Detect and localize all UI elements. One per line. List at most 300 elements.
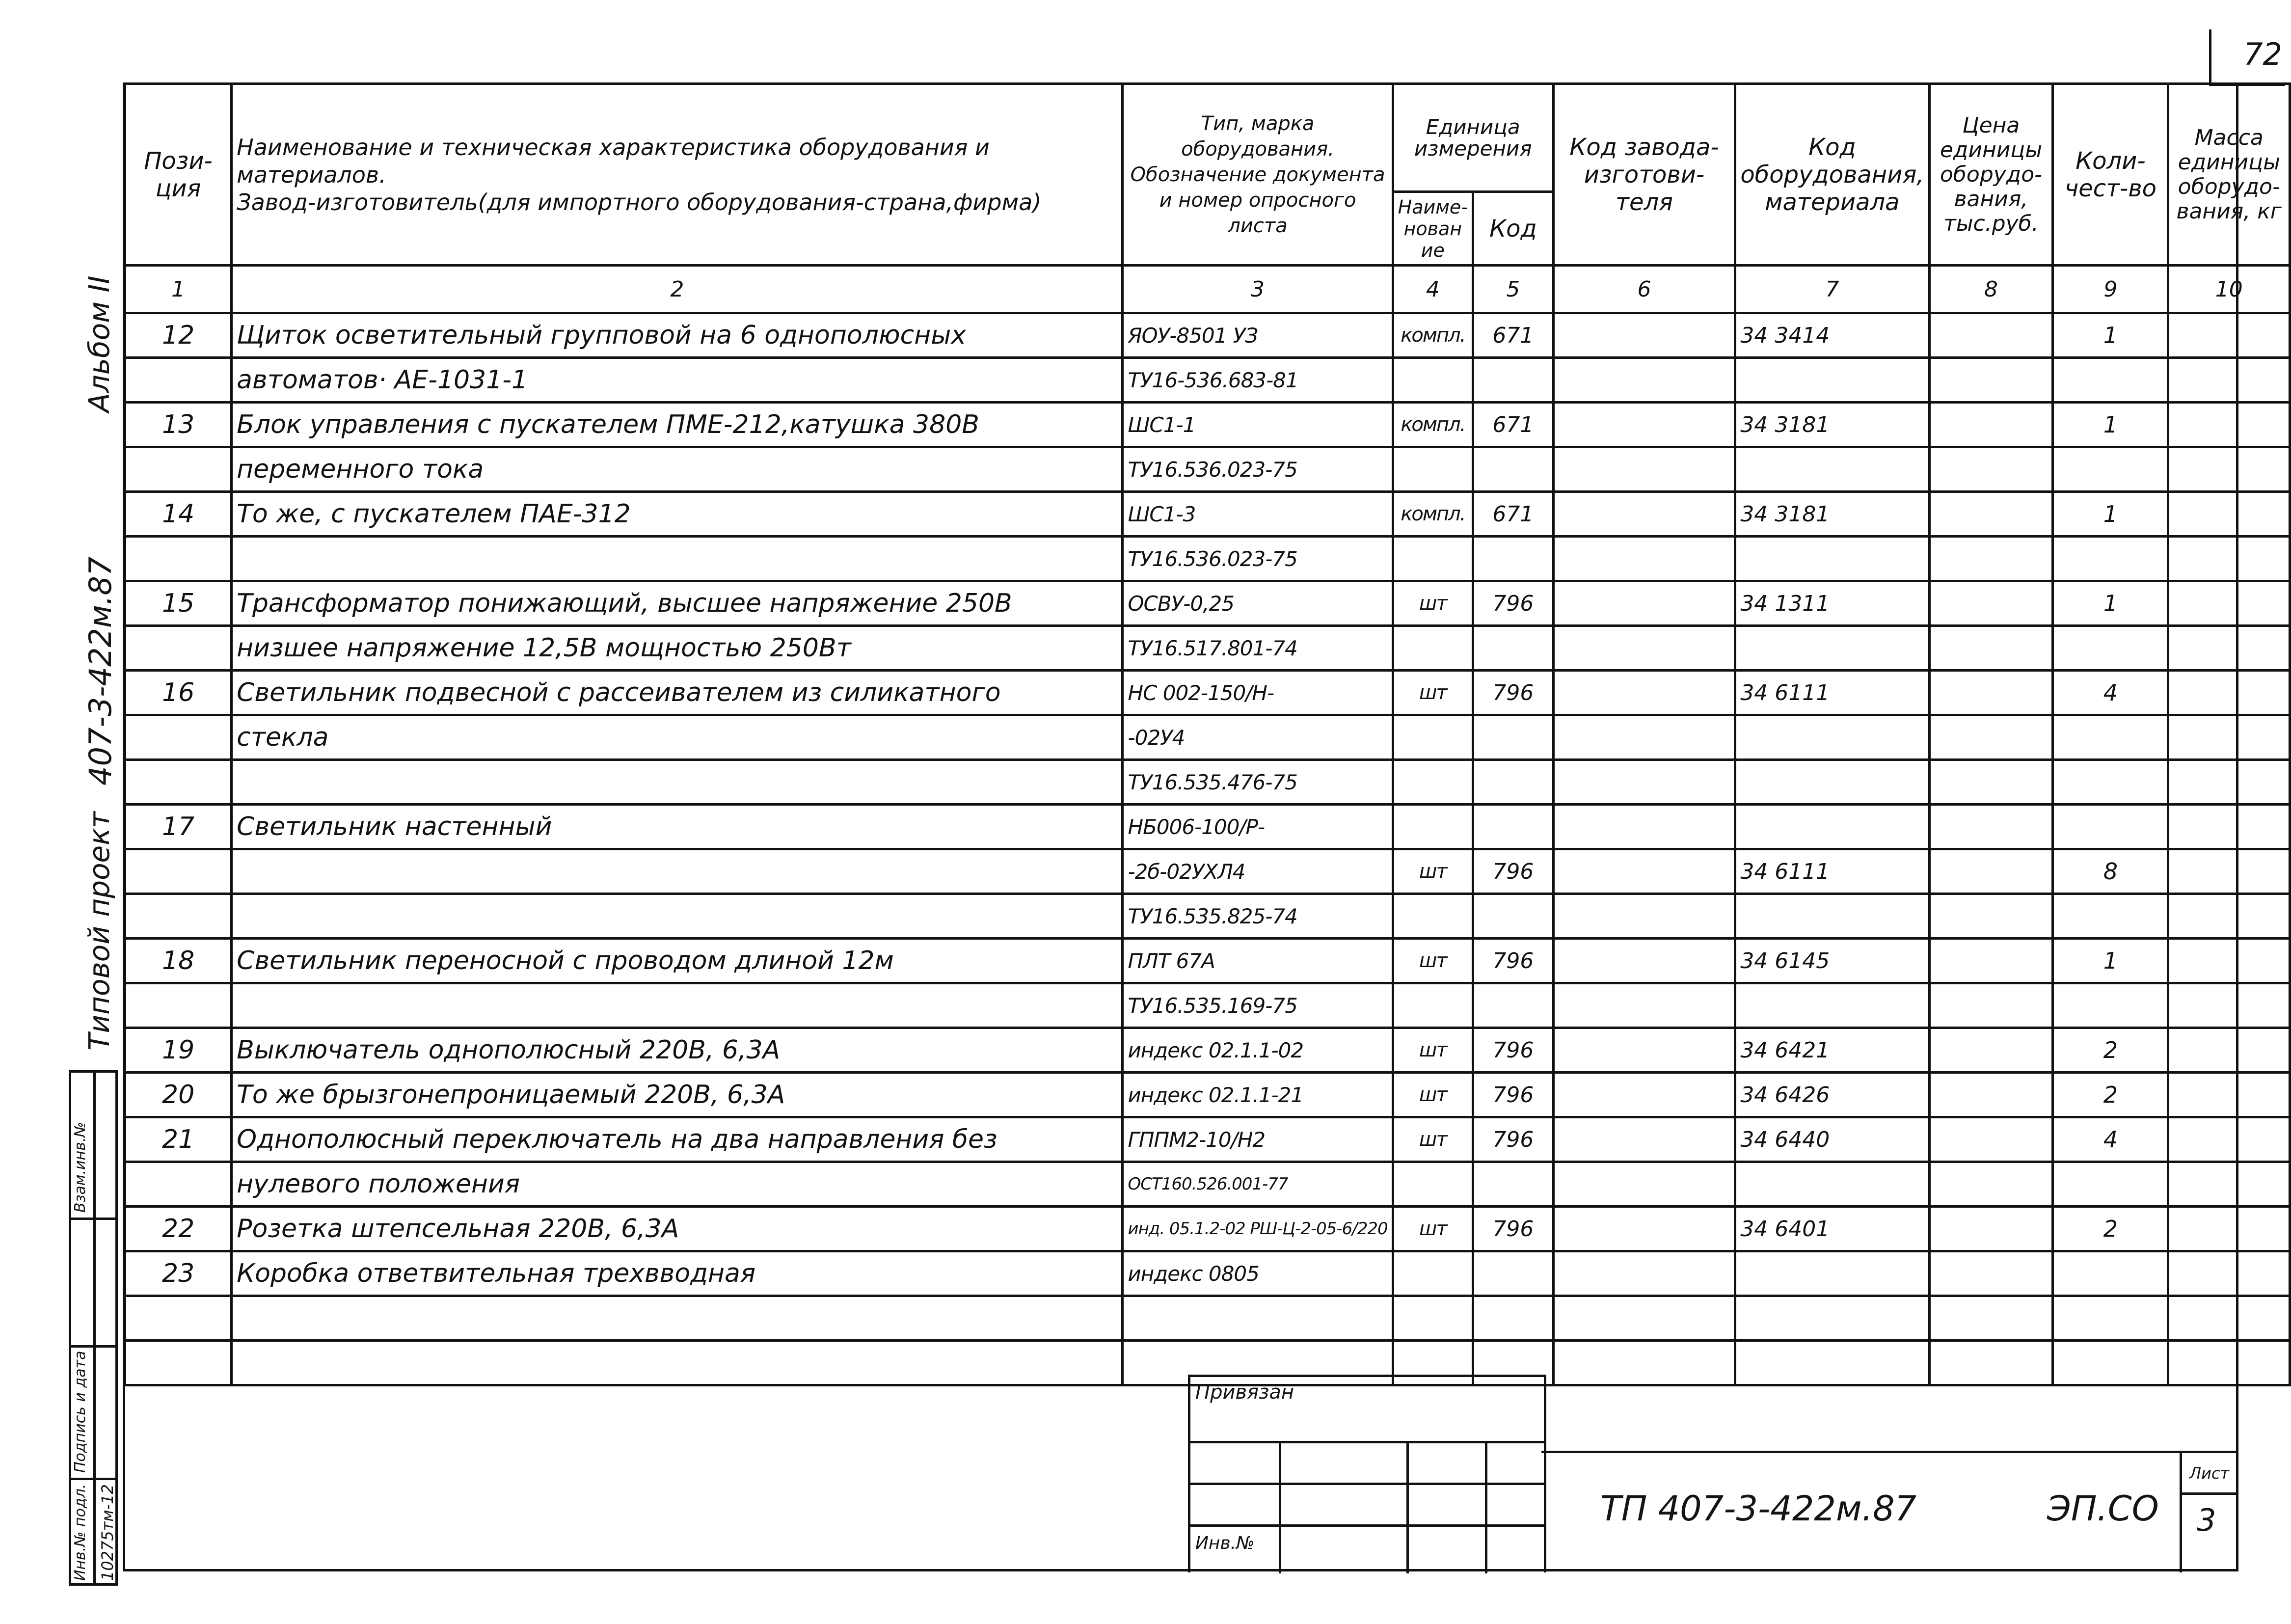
cell-price xyxy=(1929,358,2053,403)
cell-equipment-code: 34 6145 xyxy=(1735,939,1929,983)
cell-position xyxy=(125,358,232,403)
cell-type: ТУ16.536.023-75 xyxy=(1123,447,1393,492)
cell-position xyxy=(125,1296,232,1341)
header-equipment-code: Код оборудования, материала xyxy=(1735,84,1929,266)
cell-mass xyxy=(2168,1117,2290,1162)
cell-qty xyxy=(2053,537,2168,581)
cell-position: 22 xyxy=(125,1207,232,1251)
cell-position xyxy=(125,849,232,894)
cell-factory-code xyxy=(1553,1251,1735,1296)
cell-position xyxy=(125,1162,232,1207)
cell-factory-code xyxy=(1553,1028,1735,1073)
cell-equipment-code xyxy=(1735,715,1929,760)
cell-factory-code xyxy=(1553,537,1735,581)
cell-price xyxy=(1929,1028,2053,1073)
cell-unit-name: шт xyxy=(1393,1207,1473,1251)
cell-position xyxy=(125,626,232,671)
cell-qty: 1 xyxy=(2053,492,2168,537)
cell-name: Щиток осветительный групповой на 6 однополюсных xyxy=(232,313,1123,358)
cell-qty: 4 xyxy=(2053,671,2168,715)
cell-unit-name xyxy=(1393,760,1473,805)
cell-unit-name xyxy=(1393,983,1473,1028)
header-name-line2: Завод-изготовитель(для импортного оборудования-страна,фирма) xyxy=(237,189,1042,216)
cell-factory-code xyxy=(1553,313,1735,358)
cell-mass xyxy=(2168,1251,2290,1296)
cell-price xyxy=(1929,715,2053,760)
cell-price xyxy=(1929,626,2053,671)
cell-unit-name: компл. xyxy=(1393,313,1473,358)
header-unit-group: Единица измерения xyxy=(1393,84,1553,192)
table-row xyxy=(125,715,2290,760)
cell-qty: 1 xyxy=(2053,403,2168,447)
table-row xyxy=(125,894,2290,939)
cell-unit-code: 796 xyxy=(1473,1117,1554,1162)
cell-unit-name xyxy=(1393,447,1473,492)
cell-unit-code: 796 xyxy=(1473,1028,1554,1073)
cell-position xyxy=(125,537,232,581)
cell-position: 19 xyxy=(125,1028,232,1073)
cell-factory-code xyxy=(1553,715,1735,760)
page-number-box xyxy=(2209,29,2285,86)
cell-equipment-code: 34 3181 xyxy=(1735,403,1929,447)
cell-qty: 1 xyxy=(2053,313,2168,358)
cell-price xyxy=(1929,849,2053,894)
cell-mass xyxy=(2168,403,2290,447)
cell-equipment-code xyxy=(1735,805,1929,849)
cell-position: 16 xyxy=(125,671,232,715)
document-code: ТП 407-3-422м.87 xyxy=(1600,1489,1917,1529)
cell-name xyxy=(232,537,1123,581)
cell-type: ШС1-1 xyxy=(1123,403,1393,447)
cell-name: То же, с пускателем ПАЕ-312 xyxy=(232,492,1123,537)
cell-position xyxy=(125,715,232,760)
cell-equipment-code xyxy=(1735,760,1929,805)
table-row xyxy=(125,939,2290,983)
col-num-10: 10 xyxy=(2168,266,2290,313)
cell-equipment-code xyxy=(1735,358,1929,403)
col-num-6: 6 xyxy=(1553,266,1735,313)
cell-equipment-code xyxy=(1735,983,1929,1028)
cell-mass xyxy=(2168,805,2290,849)
cell-name: низшее напряжение 12,5В мощностью 250Вт xyxy=(232,626,1123,671)
cell-qty: 1 xyxy=(2053,581,2168,626)
cell-unit-name xyxy=(1393,894,1473,939)
cell-price xyxy=(1929,313,2053,358)
header-factory-code: Код завода-изготови-теля xyxy=(1553,84,1735,266)
cell-factory-code xyxy=(1553,1296,1735,1341)
cell-type: ШС1-3 xyxy=(1123,492,1393,537)
cell-price xyxy=(1929,894,2053,939)
table-row xyxy=(125,1028,2290,1073)
cell-type: НБ006-100/Р- xyxy=(1123,805,1393,849)
cell-name: Однополюсный переключатель на два направления без xyxy=(232,1117,1123,1162)
cell-unit-code xyxy=(1473,715,1554,760)
cell-equipment-code xyxy=(1735,1251,1929,1296)
cell-unit-code xyxy=(1473,1296,1554,1341)
cell-unit-name: шт xyxy=(1393,671,1473,715)
cell-mass xyxy=(2168,849,2290,894)
cell-mass xyxy=(2168,894,2290,939)
cell-unit-code: 796 xyxy=(1473,1073,1554,1117)
cell-factory-code xyxy=(1553,1341,1735,1385)
sheet-label: Лист xyxy=(2189,1464,2230,1483)
cell-factory-code xyxy=(1553,805,1735,849)
cell-unit-code: 796 xyxy=(1473,581,1554,626)
cell-type: инд. 05.1.2-02 РШ-Ц-2-05-6/220 xyxy=(1123,1207,1393,1251)
side-box-label-3: Инв.№ подл. xyxy=(72,1484,89,1581)
cell-factory-code xyxy=(1553,939,1735,983)
cell-unit-name: шт xyxy=(1393,849,1473,894)
cell-name xyxy=(232,849,1123,894)
table-row xyxy=(125,313,2290,358)
cell-position xyxy=(125,760,232,805)
cell-mass xyxy=(2168,1028,2290,1073)
cell-mass xyxy=(2168,313,2290,358)
cell-price xyxy=(1929,581,2053,626)
header-position: Пози-ция xyxy=(125,84,232,266)
cell-equipment-code xyxy=(1735,1341,1929,1385)
table-row xyxy=(125,403,2290,447)
specification-table xyxy=(124,82,2291,1386)
table-row xyxy=(125,581,2290,626)
table-row xyxy=(125,805,2290,849)
cell-equipment-code: 34 6111 xyxy=(1735,671,1929,715)
cell-unit-name: шт xyxy=(1393,1117,1473,1162)
cell-name: нулевого положения xyxy=(232,1162,1123,1207)
col-num-8: 8 xyxy=(1929,266,2053,313)
table-row xyxy=(125,447,2290,492)
cell-factory-code xyxy=(1553,492,1735,537)
cell-unit-name: шт xyxy=(1393,1073,1473,1117)
cell-factory-code xyxy=(1553,1207,1735,1251)
cell-unit-code xyxy=(1473,894,1554,939)
cell-unit-name xyxy=(1393,1162,1473,1207)
cell-name: Выключатель однополюсный 220В, 6,3А xyxy=(232,1028,1123,1073)
cell-position: 20 xyxy=(125,1073,232,1117)
cell-unit-name: шт xyxy=(1393,581,1473,626)
cell-qty xyxy=(2053,447,2168,492)
cell-unit-code xyxy=(1473,760,1554,805)
cell-factory-code xyxy=(1553,671,1735,715)
page-number: 72 xyxy=(2243,36,2282,72)
cell-qty xyxy=(2053,715,2168,760)
table-row xyxy=(125,983,2290,1028)
binding-stamp xyxy=(1188,1375,1546,1572)
cell-mass xyxy=(2168,492,2290,537)
cell-unit-code: 671 xyxy=(1473,492,1554,537)
cell-mass xyxy=(2168,626,2290,671)
specification-rows xyxy=(125,313,2290,1385)
cell-name xyxy=(232,894,1123,939)
cell-price xyxy=(1929,1207,2053,1251)
cell-position xyxy=(125,983,232,1028)
cell-unit-name xyxy=(1393,805,1473,849)
cell-qty xyxy=(2053,626,2168,671)
cell-position xyxy=(125,894,232,939)
cell-qty xyxy=(2053,894,2168,939)
cell-equipment-code xyxy=(1735,626,1929,671)
cell-mass xyxy=(2168,1296,2290,1341)
table-row xyxy=(125,1296,2290,1341)
side-box-label-1: Взам.инв.№ xyxy=(72,1122,89,1213)
cell-mass xyxy=(2168,1073,2290,1117)
cell-position: 21 xyxy=(125,1117,232,1162)
cell-type: индекс 02.1.1-21 xyxy=(1123,1073,1393,1117)
cell-unit-name: компл. xyxy=(1393,492,1473,537)
cell-name xyxy=(232,983,1123,1028)
cell-price xyxy=(1929,447,2053,492)
cell-equipment-code: 34 3181 xyxy=(1735,492,1929,537)
cell-unit-code: 671 xyxy=(1473,313,1554,358)
cell-name xyxy=(232,760,1123,805)
cell-type: индекс 02.1.1-02 xyxy=(1123,1028,1393,1073)
cell-equipment-code xyxy=(1735,1296,1929,1341)
cell-price xyxy=(1929,939,2053,983)
cell-qty xyxy=(2053,760,2168,805)
cell-type: ТУ16.535.169-75 xyxy=(1123,983,1393,1028)
cell-qty: 2 xyxy=(2053,1028,2168,1073)
inv-label: Инв.№ xyxy=(1195,1533,1255,1553)
header-unit-code: Код xyxy=(1473,192,1554,266)
project-type-label: Типовой проект xyxy=(82,811,116,1051)
cell-price xyxy=(1929,760,2053,805)
cell-name xyxy=(232,1341,1123,1385)
cell-qty xyxy=(2053,805,2168,849)
cell-equipment-code xyxy=(1735,537,1929,581)
cell-unit-name xyxy=(1393,537,1473,581)
cell-position: 23 xyxy=(125,1251,232,1296)
cell-mass xyxy=(2168,939,2290,983)
cell-type: ГППМ2-10/Н2 xyxy=(1123,1117,1393,1162)
cell-type xyxy=(1123,1296,1393,1341)
header-mass: Масса единицы оборудо-вания, кг xyxy=(2168,84,2290,266)
cell-price xyxy=(1929,537,2053,581)
cell-name: Светильник настенный xyxy=(232,805,1123,849)
cell-position xyxy=(125,1341,232,1385)
cell-type: ОСВУ-0,25 xyxy=(1123,581,1393,626)
cell-type: ТУ16.535.825-74 xyxy=(1123,894,1393,939)
header-unit-name: Наиме-нование xyxy=(1393,192,1473,266)
cell-equipment-code: 34 6421 xyxy=(1735,1028,1929,1073)
cell-price xyxy=(1929,1341,2053,1385)
table-row xyxy=(125,1251,2290,1296)
cell-equipment-code: 34 6401 xyxy=(1735,1207,1929,1251)
cell-unit-code: 796 xyxy=(1473,1207,1554,1251)
cell-factory-code xyxy=(1553,894,1735,939)
cell-factory-code xyxy=(1553,983,1735,1028)
header-qty: Коли-чест-во xyxy=(2053,84,2168,266)
cell-mass xyxy=(2168,1207,2290,1251)
cell-price xyxy=(1929,805,2053,849)
cell-mass xyxy=(2168,447,2290,492)
cell-type: ОСТ160.526.001-77 xyxy=(1123,1162,1393,1207)
cell-qty: 4 xyxy=(2053,1117,2168,1162)
table-row xyxy=(125,849,2290,894)
table-row xyxy=(125,671,2290,715)
table-row xyxy=(125,760,2290,805)
cell-type: ТУ16.517.801-74 xyxy=(1123,626,1393,671)
binding-label: Привязан xyxy=(1195,1381,1294,1404)
cell-price xyxy=(1929,1117,2053,1162)
cell-factory-code xyxy=(1553,1073,1735,1117)
cell-name: Светильник переносной с проводом длиной 12м xyxy=(232,939,1123,983)
cell-price xyxy=(1929,1251,2053,1296)
cell-name: стекла xyxy=(232,715,1123,760)
cell-qty xyxy=(2053,358,2168,403)
cell-mass xyxy=(2168,537,2290,581)
cell-unit-name xyxy=(1393,715,1473,760)
inv-number: 10275тм-12 xyxy=(98,1484,117,1581)
cell-unit-code xyxy=(1473,447,1554,492)
cell-qty xyxy=(2053,1341,2168,1385)
cell-unit-name: шт xyxy=(1393,1028,1473,1073)
cell-unit-code xyxy=(1473,626,1554,671)
cell-type: ТУ16.536.023-75 xyxy=(1123,537,1393,581)
cell-factory-code xyxy=(1553,849,1735,894)
cell-type: индекс 0805 xyxy=(1123,1251,1393,1296)
col-num-3: 3 xyxy=(1123,266,1393,313)
table-row xyxy=(125,358,2290,403)
cell-factory-code xyxy=(1553,447,1735,492)
cell-qty xyxy=(2053,1251,2168,1296)
cell-position xyxy=(125,447,232,492)
cell-factory-code xyxy=(1553,358,1735,403)
cell-unit-name xyxy=(1393,1251,1473,1296)
table-row xyxy=(125,1162,2290,1207)
cell-factory-code xyxy=(1553,403,1735,447)
cell-price xyxy=(1929,1073,2053,1117)
cell-mass xyxy=(2168,358,2290,403)
cell-mass xyxy=(2168,1341,2290,1385)
cell-name: Коробка ответвительная трехвводная xyxy=(232,1251,1123,1296)
cell-mass xyxy=(2168,1162,2290,1207)
cell-factory-code xyxy=(1553,1117,1735,1162)
cell-mass xyxy=(2168,760,2290,805)
cell-unit-code: 671 xyxy=(1473,403,1554,447)
column-number-row xyxy=(125,266,2290,313)
cell-qty xyxy=(2053,1162,2168,1207)
cell-position: 12 xyxy=(125,313,232,358)
cell-name: То же брызгонепроницаемый 220В, 6,3А xyxy=(232,1073,1123,1117)
cell-unit-code xyxy=(1473,805,1554,849)
cell-name: автоматов· АЕ-1031-1 xyxy=(232,358,1123,403)
cell-position: 18 xyxy=(125,939,232,983)
cell-position: 14 xyxy=(125,492,232,537)
cell-mass xyxy=(2168,581,2290,626)
cell-position: 15 xyxy=(125,581,232,626)
cell-factory-code xyxy=(1553,626,1735,671)
cell-qty: 2 xyxy=(2053,1073,2168,1117)
cell-equipment-code xyxy=(1735,894,1929,939)
cell-name: Розетка штепсельная 220В, 6,3А xyxy=(232,1207,1123,1251)
cell-type: ТУ16.535.476-75 xyxy=(1123,760,1393,805)
header-type: Тип, марка оборудования. Обозначение документа и номер опросного листа xyxy=(1123,84,1393,266)
header-name-line1: Наименование и техническая характеристика оборудования и материалов. xyxy=(237,134,990,188)
cell-equipment-code: 34 6426 xyxy=(1735,1073,1929,1117)
cell-unit-name: компл. xyxy=(1393,403,1473,447)
table-row xyxy=(125,1207,2290,1251)
cell-name: Трансформатор понижающий, высшее напряжение 250В xyxy=(232,581,1123,626)
cell-price xyxy=(1929,1296,2053,1341)
col-num-9: 9 xyxy=(2053,266,2168,313)
cell-unit-name xyxy=(1393,626,1473,671)
col-num-7: 7 xyxy=(1735,266,1929,313)
cell-type: -02У4 xyxy=(1123,715,1393,760)
project-code-label: 407-3-422м.87 xyxy=(82,556,118,785)
cell-equipment-code xyxy=(1735,447,1929,492)
cell-unit-code xyxy=(1473,1162,1554,1207)
cell-price xyxy=(1929,403,2053,447)
cell-unit-code: 796 xyxy=(1473,849,1554,894)
table-row xyxy=(125,492,2290,537)
cell-mass xyxy=(2168,671,2290,715)
cell-type: ПЛТ 67А xyxy=(1123,939,1393,983)
cell-price xyxy=(1929,671,2053,715)
title-block xyxy=(1541,1451,2238,1572)
cell-unit-name: шт xyxy=(1393,939,1473,983)
cell-equipment-code xyxy=(1735,1162,1929,1207)
col-num-5: 5 xyxy=(1473,266,1554,313)
sheet-number: 3 xyxy=(2197,1502,2216,1538)
cell-unit-code xyxy=(1473,358,1554,403)
cell-name: Блок управления с пускателем ПМЕ-212,катушка 380В xyxy=(232,403,1123,447)
cell-name: переменного тока xyxy=(232,447,1123,492)
cell-equipment-code: 34 6111 xyxy=(1735,849,1929,894)
cell-factory-code xyxy=(1553,1162,1735,1207)
cell-price xyxy=(1929,1162,2053,1207)
header-row xyxy=(125,84,2290,192)
cell-type: НС 002-150/Н- xyxy=(1123,671,1393,715)
cell-name xyxy=(232,1296,1123,1341)
album-label: Альбом II xyxy=(82,275,116,412)
cell-mass xyxy=(2168,983,2290,1028)
table-row xyxy=(125,1073,2290,1117)
side-stamp-boxes xyxy=(69,1070,123,1591)
cell-type: -2б-02УХЛ4 xyxy=(1123,849,1393,894)
table-row xyxy=(125,537,2290,581)
table-row xyxy=(125,626,2290,671)
cell-qty: 8 xyxy=(2053,849,2168,894)
side-box-label-2: Подпись и дата xyxy=(72,1351,89,1473)
document-mark: ЭП.СО xyxy=(2047,1489,2159,1529)
header-price: Цена единицы оборудо-вания, тыс.руб. xyxy=(1929,84,2053,266)
table-row xyxy=(125,1117,2290,1162)
header-name xyxy=(232,84,1123,266)
cell-qty xyxy=(2053,1296,2168,1341)
cell-unit-code: 796 xyxy=(1473,939,1554,983)
cell-unit-code: 796 xyxy=(1473,671,1554,715)
cell-price xyxy=(1929,492,2053,537)
cell-unit-name xyxy=(1393,358,1473,403)
col-num-1: 1 xyxy=(125,266,232,313)
cell-unit-code xyxy=(1473,983,1554,1028)
cell-factory-code xyxy=(1553,760,1735,805)
cell-unit-code xyxy=(1473,1251,1554,1296)
cell-mass xyxy=(2168,715,2290,760)
cell-equipment-code: 34 1311 xyxy=(1735,581,1929,626)
cell-unit-code xyxy=(1473,537,1554,581)
cell-price xyxy=(1929,983,2053,1028)
cell-type: ЯОУ-8501 УЗ xyxy=(1123,313,1393,358)
cell-position: 13 xyxy=(125,403,232,447)
cell-qty xyxy=(2053,983,2168,1028)
cell-equipment-code: 34 3414 xyxy=(1735,313,1929,358)
cell-equipment-code: 34 6440 xyxy=(1735,1117,1929,1162)
cell-type: ТУ16-536.683-81 xyxy=(1123,358,1393,403)
col-num-4: 4 xyxy=(1393,266,1473,313)
cell-qty: 1 xyxy=(2053,939,2168,983)
cell-name: Светильник подвесной с рассеивателем из силикатного xyxy=(232,671,1123,715)
